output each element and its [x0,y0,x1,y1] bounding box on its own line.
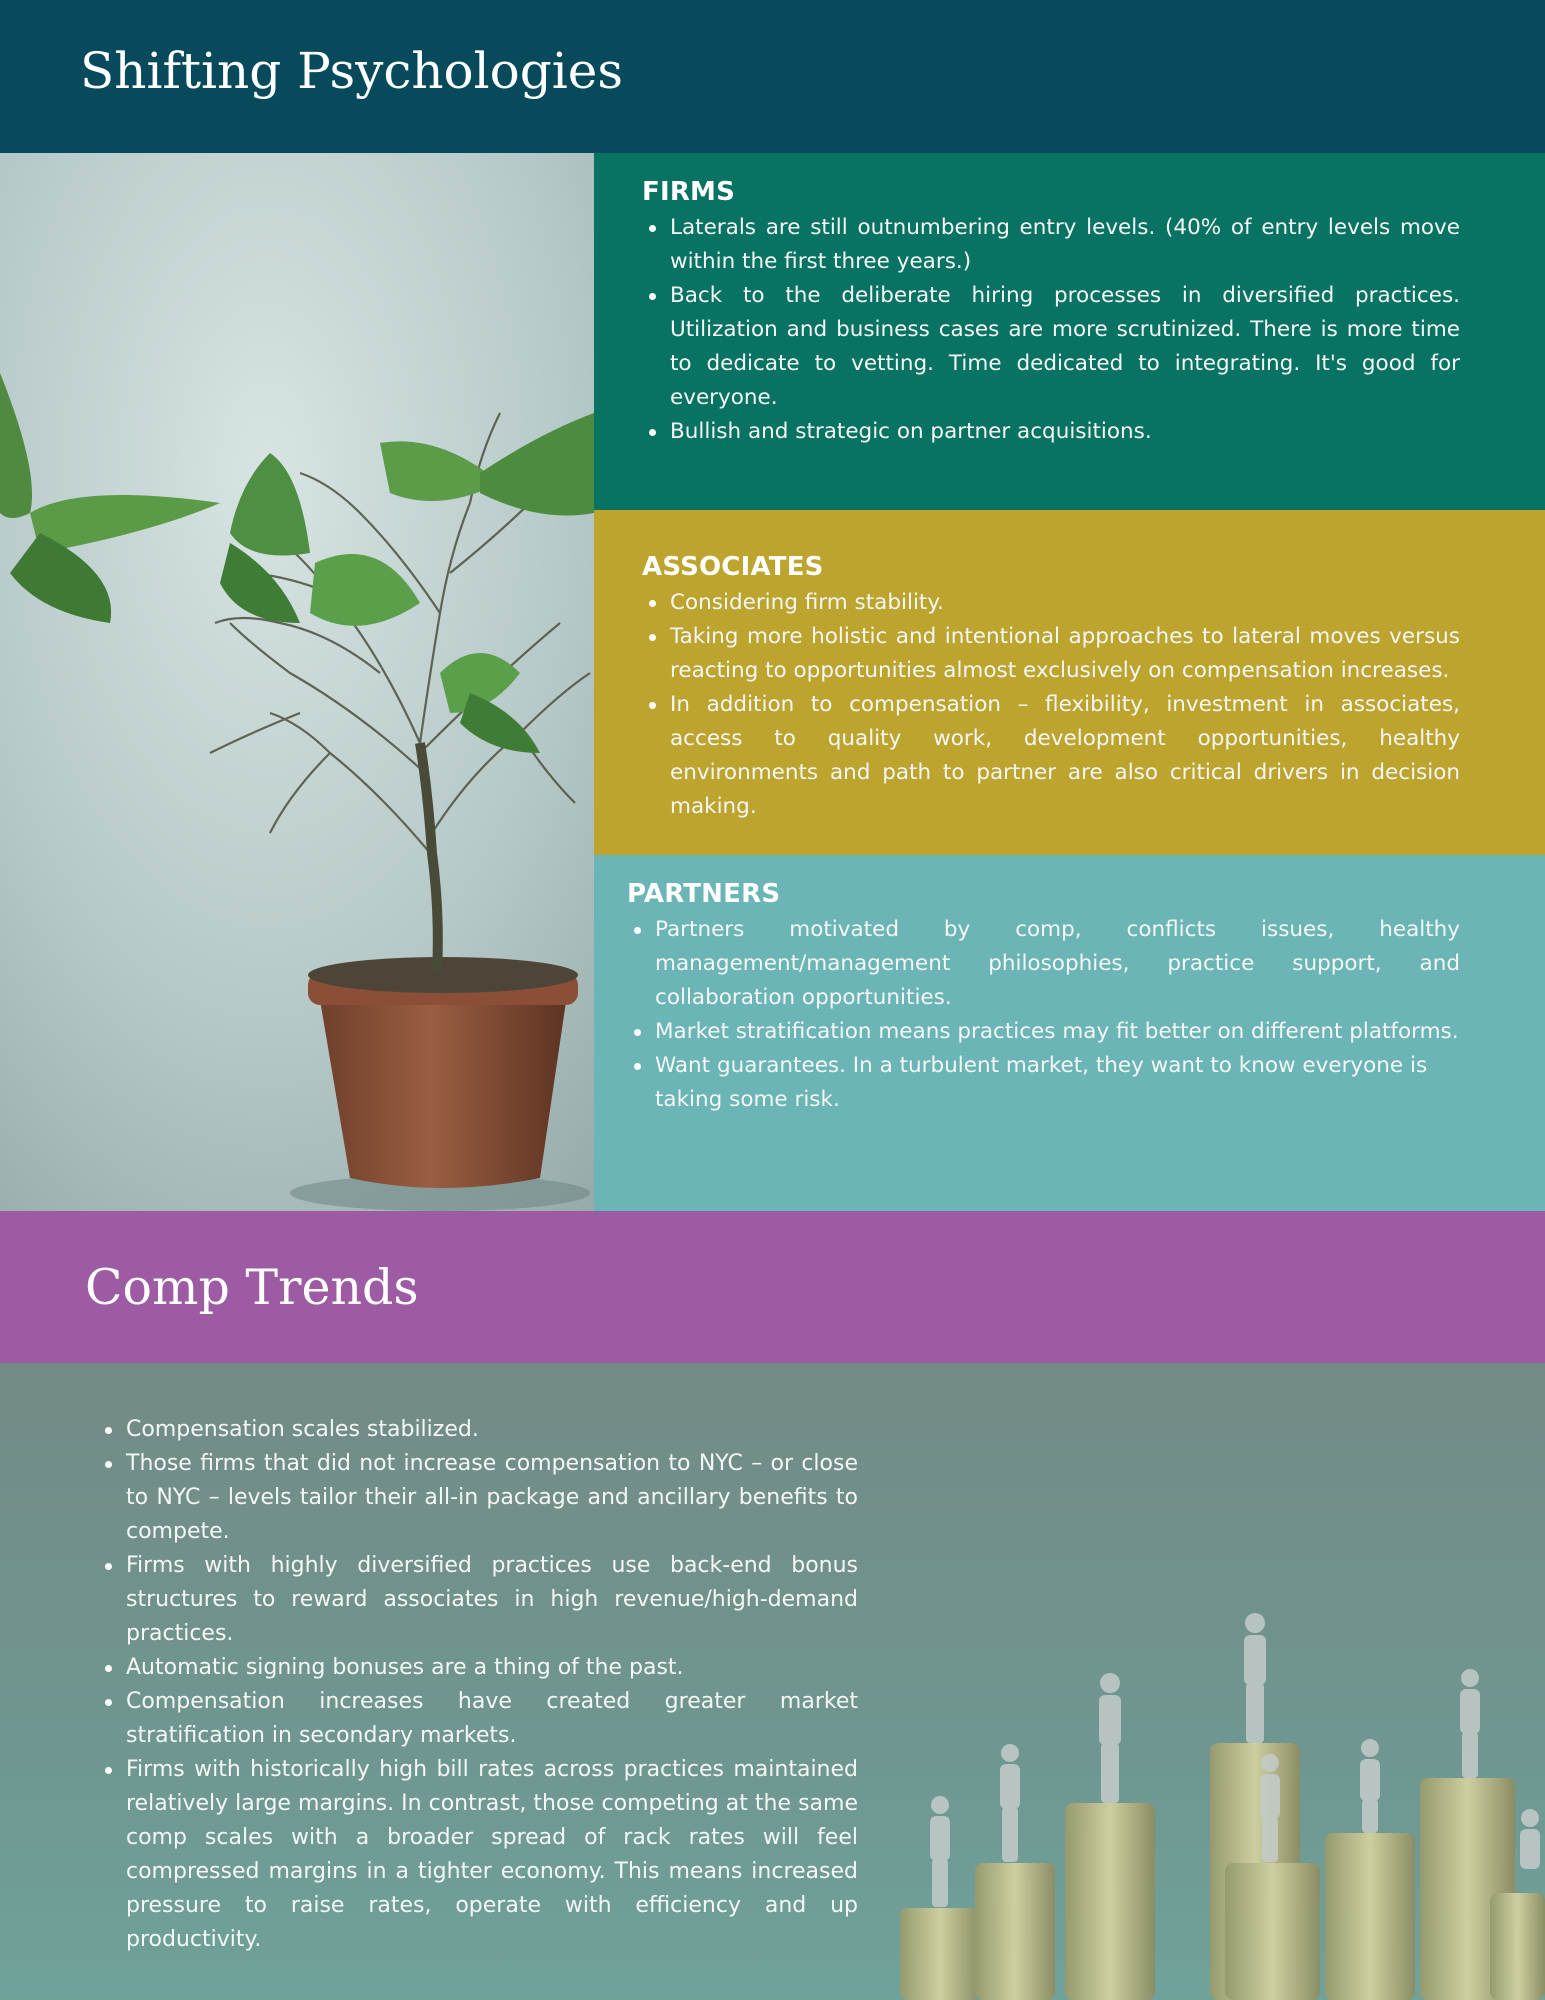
list-item: Taking more holistic and intentional approaches to lateral moves versus reacting to opportunities almost exclusively on compensation increases. [670,620,1460,688]
list-item: Compensation scales stabilized. [126,1413,858,1447]
list-item: Automatic signing bonuses are a thing of the past. [126,1651,858,1685]
list-item: Partners motivated by comp, conflicts issues, healthy management/management philosophies, practice support, and collaboration opportunities. [655,913,1460,1015]
header-bar [0,0,1545,153]
comp-trends-bar [0,1211,1545,1363]
list-item: Firms with historically high bill rates across practices maintained relatively large margins. In contrast, those competing at the same comp scales with a broader spread of rack rates will feel compressed margins in a tighter economy. This means increased pressure to raise rates, operate with efficiency and up productivity. [126,1753,858,1957]
list-item: Considering firm stability. [670,586,1460,620]
list-item: Back to the deliberate hiring processes in diversified practices. Utilization and business cases are more scrutinized. There is more time to dedicate to vetting. Time dedicated to integrating. It's good for everyone. [670,279,1460,415]
associates-list [642,586,1460,824]
comp-trends-list [98,1413,858,1957]
list-item: Compensation increases have created greater market stratification in secondary markets. [126,1685,858,1753]
coin-stacks-icon [880,1563,1545,2000]
list-item: Those firms that did not increase compensation to NYC – or close to NYC – levels tailor their all-in package and ancillary benefits to compete. [126,1447,858,1549]
firms-heading: FIRMS [642,177,736,207]
list-item: In addition to compensation – flexibility, investment in associates, access to quality work, development opportunities, healthy environments and path to partner are also critical drivers in decision making. [670,688,1460,824]
tree-head-butterfly-illustration [0,153,594,1211]
list-item: Market stratification means practices may fit better on different platforms. [655,1015,1460,1049]
partners-heading: PARTNERS [627,879,781,909]
partners-panel [594,855,1545,1211]
list-item: Want guarantees. In a turbulent market, they want to know everyone is taking some risk. [655,1049,1460,1117]
associates-heading: ASSOCIATES [642,552,824,582]
associates-panel [594,510,1545,855]
tree-head-icon [0,153,594,1211]
comp-trends-title: Comp Trends [85,1259,419,1316]
comp-trends-section [0,1363,1545,2000]
firms-list [642,211,1460,449]
comp-trends-content [98,1413,858,1957]
coin-stacks-illustration [880,1563,1545,2000]
list-item: Firms with highly diversified practices use back-end bonus structures to reward associates in high revenue/high-demand practices. [126,1549,858,1651]
page-title: Shifting Psychologies [80,42,623,100]
partners-list [627,913,1460,1117]
firms-panel [594,153,1545,510]
list-item: Bullish and strategic on partner acquisitions. [670,415,1460,449]
list-item: Laterals are still outnumbering entry levels. (40% of entry levels move within the first three years.) [670,211,1460,279]
